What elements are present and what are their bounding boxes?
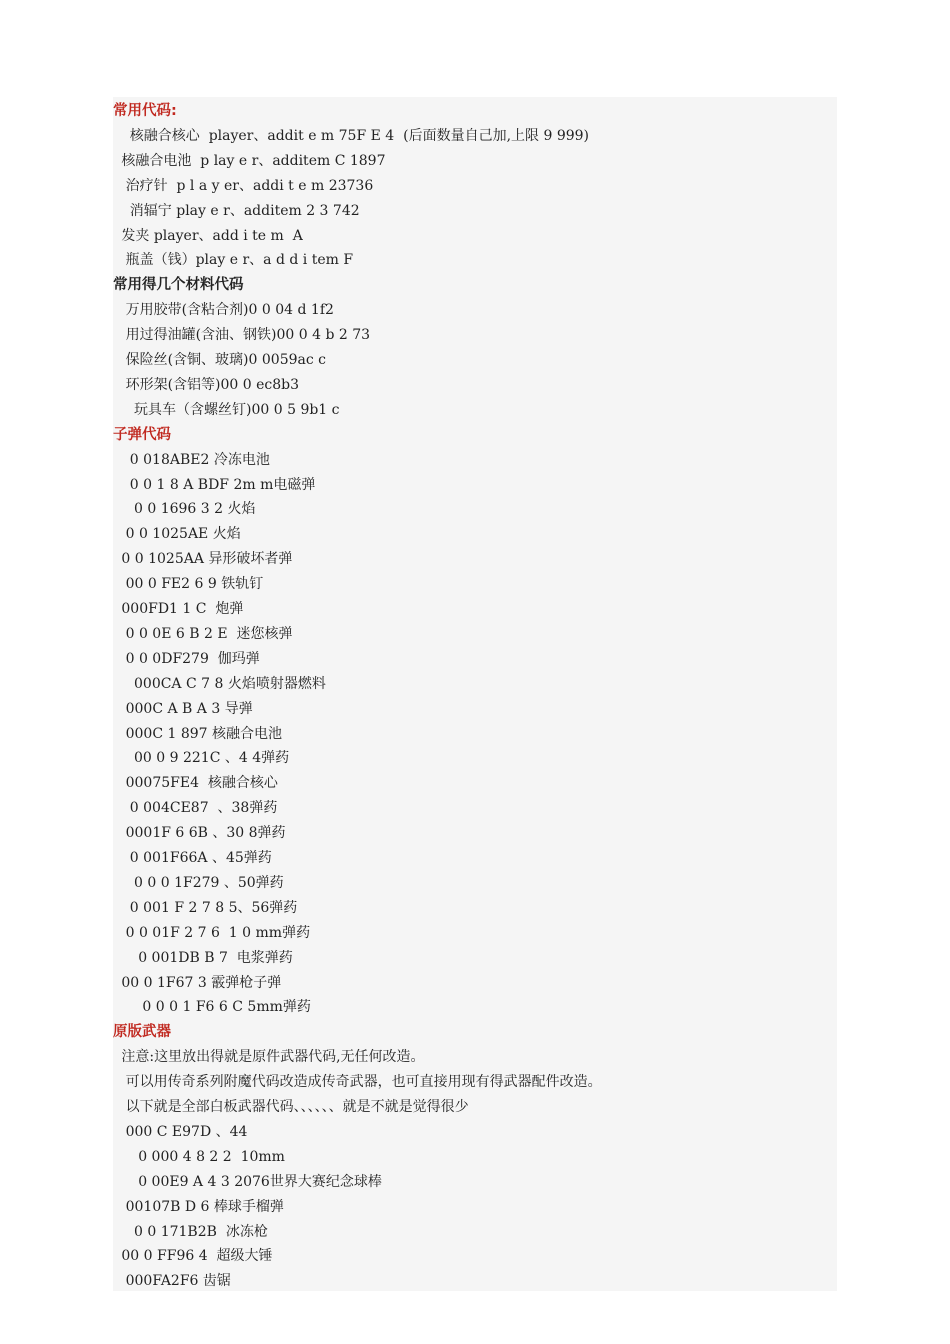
code-line: 00107B D 6 棒球手榴弹: [125, 1198, 284, 1215]
code-line: 0 0 1025AE 火焰: [125, 526, 241, 543]
code-line: 0 0 0 1F279 、50弹药: [134, 874, 284, 891]
code-line: 0 0 0E 6 B 2 E 迷您核弹: [125, 625, 293, 642]
code-line: 万用胶带(含粘合剂)0 0 04 d 1f2: [125, 302, 334, 319]
document-panel: [113, 97, 837, 1291]
code-line: 000C 1 897 核融合电池: [125, 725, 283, 742]
code-line: 0 0 171B2B 冰冻枪: [134, 1223, 268, 1240]
code-line: 可以用传奇系列附魔代码改造成传奇武器，也可直接用现有得武器配件改造。: [125, 1074, 602, 1091]
code-line: 0 0 1 8 A BDF 2m m电磁弹: [129, 476, 316, 493]
code-line: 消辐宁 play e r、additem 2 3 742: [129, 202, 360, 219]
code-line: 用过得油罐(含油、钢铁)00 0 4 b 2 73: [125, 327, 371, 344]
code-line: 0 001DB B 7 电浆弹药: [138, 949, 293, 966]
code-line: 0 0 1696 3 2 火焰: [134, 501, 256, 518]
code-line: 0 0 1025AA 异形破坏者弹: [121, 551, 293, 568]
code-line: 保险丝(含铜、玻璃)0 0059ac c: [125, 352, 326, 368]
section-heading: 原版武器: [113, 1024, 171, 1041]
section-heading: 常用得几个材料代码: [113, 277, 244, 294]
code-line: 0001F 6 6B 、30 8弹药: [125, 825, 286, 842]
code-line: 治疗针 p l a y er、addi t e m 23736: [125, 177, 374, 194]
code-line: 000FD1 1 C 炮弹: [121, 601, 244, 617]
code-line: 以下就是全部白板武器代码、、、、、、就是不就是觉得很少: [125, 1099, 469, 1115]
section-heading: 子弹代码: [113, 426, 171, 443]
code-line: 000C A B A 3 导弹: [125, 700, 253, 717]
code-line: 0 004CE87 、38弹药: [129, 800, 278, 817]
code-line: 000FA2F6 齿锯: [125, 1273, 231, 1290]
code-line: 0 0 0DF279 伽玛弹: [125, 650, 260, 667]
code-line: 注意:这里放出得就是原件武器代码,无任何改造。: [121, 1049, 425, 1066]
code-line: 0 018ABE2 冷冻电池: [129, 451, 270, 468]
code-line: 00 0 FF96 4 超级大锤: [121, 1248, 273, 1265]
code-line: 00075FE4 核融合核心: [125, 775, 278, 792]
code-line: 00 0 1F67 3 霰弹枪子弹: [121, 974, 282, 991]
section-heading: 常用代码:: [113, 103, 177, 119]
code-line: 0 001F66A 、45弹药: [129, 850, 272, 866]
code-line: 000 C E97D 、44: [125, 1123, 248, 1140]
code-line: 000CA C 7 8 火焰喷射器燃料: [134, 675, 326, 692]
code-line: 00 0 FE2 6 9 铁轨钉: [125, 576, 264, 593]
code-line: 瓶盖（钱）play e r、a d d i tem F: [125, 252, 354, 269]
code-line: 核融合核心 player、addit e m 75F E 4 (后面数量自己加,上限 9 999): [129, 127, 590, 144]
code-line: 0 0 01F 2 7 6 1 0 mm弹药: [125, 924, 311, 941]
code-line: 0 000 4 8 2 2 10mm: [138, 1148, 285, 1165]
code-line: 0 001 F 2 7 8 5、56弹药: [129, 899, 298, 916]
code-line: 发夹 player、add i te m A: [121, 227, 303, 244]
code-line: 核融合电池 p lay e r、additem C 1897: [121, 152, 386, 169]
code-line: 玩具车（含螺丝钉)00 0 5 9b1 c: [134, 401, 340, 418]
code-line: 环形架(含铝等)00 0 ec8b3: [125, 376, 300, 393]
code-line: 0 00E9 A 4 3 2076世界大赛纪念球棒: [138, 1173, 382, 1190]
code-line: 0 0 0 1 F6 6 C 5mm弹药: [142, 999, 311, 1016]
code-line: 00 0 9 221C 、4 4弹药: [134, 750, 290, 767]
